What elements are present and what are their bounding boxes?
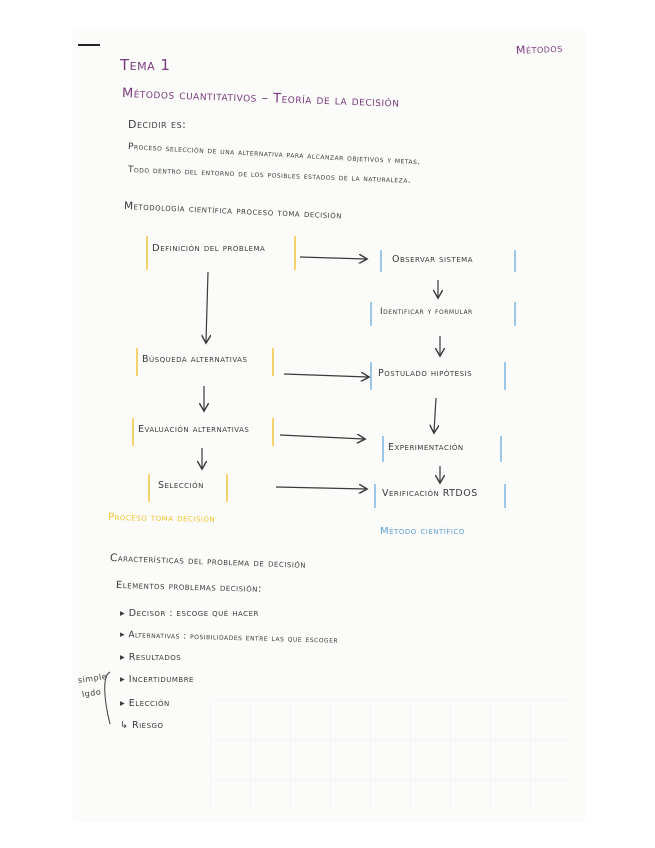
- step-observar-sistema: Observar sistema: [392, 254, 473, 265]
- definition-label: Decidir es:: [128, 118, 187, 131]
- corner-label: Métodos: [515, 41, 564, 57]
- elements-subheading: Elementos problemas decisión:: [115, 580, 262, 595]
- element-item-3-text: Resultados: [128, 652, 182, 663]
- element-item-5-text: Elección: [128, 698, 170, 709]
- arrow-postulado-to-experimentacion: [434, 398, 436, 432]
- step-identificar-formular: Identificar y formular: [380, 307, 473, 317]
- caption-metodo-cientifico: Método científico: [380, 526, 465, 537]
- arrow-definicion-to-observar: [300, 257, 366, 259]
- step-definicion-problema: Definición del problema: [152, 243, 266, 254]
- definition-line-2: Todo dentro del entorno de los posibles estados de la naturaleza.: [127, 165, 412, 186]
- faint-grid-texture: [210, 700, 570, 810]
- step-verificacion-rtdos: Verificación RTDOS: [382, 488, 478, 499]
- arrow-seleccion-to-verificacion: [276, 487, 366, 489]
- arrow-busqueda-to-postulado: [284, 374, 368, 377]
- element-item-2-text: Alternativas : posibilidades entre las que escoger: [128, 630, 339, 646]
- margin-note-lgdo: lgdo: [81, 687, 102, 699]
- margin-note-simple: simple: [77, 671, 108, 685]
- step-busqueda-alternativas: Búsqueda alternativas: [142, 354, 248, 365]
- element-item-1-text: Decisor : escoge qué hacer: [128, 608, 259, 619]
- element-item-6-text: Riesgo: [131, 720, 164, 731]
- step-postulado-hipotesis: Postulado hipótesis: [378, 368, 473, 379]
- arrow-definicion-to-busqueda: [206, 272, 208, 342]
- element-item-1: ▸ Decisor : escoge qué hacer: [120, 608, 259, 619]
- step-evaluacion-alternativas: Evaluación alternativas: [138, 424, 250, 435]
- element-item-3: ▸ Resultados: [120, 652, 182, 663]
- methodology-heading: Metodología científica proceso toma decisión: [123, 200, 343, 222]
- caption-proceso-toma-decision: Proceso toma decisión: [107, 512, 216, 525]
- tema-label: Tema 1: [120, 56, 171, 74]
- characteristics-heading: Características del problema de decisión: [109, 552, 307, 571]
- definition-line-1: Proceso selección de una alternativa para alcanzar objetivos y metas.: [127, 142, 422, 168]
- element-item-2: ▸ Alternativas : posibilidades entre las que escoger: [119, 630, 339, 646]
- step-experimentacion: Experimentación: [388, 442, 464, 453]
- element-item-6: ↳ Riesgo: [120, 720, 164, 731]
- element-item-4: ▸ Incertidumbre: [120, 674, 194, 685]
- step-seleccion: Selección: [158, 480, 204, 491]
- page-title: Métodos cuantitativos – Teoría de la decisión: [121, 86, 400, 111]
- arrow-evaluacion-to-experimentacion: [280, 435, 364, 439]
- element-item-4-text: Incertidumbre: [128, 674, 194, 685]
- element-item-5: ▸ Elección: [120, 698, 170, 709]
